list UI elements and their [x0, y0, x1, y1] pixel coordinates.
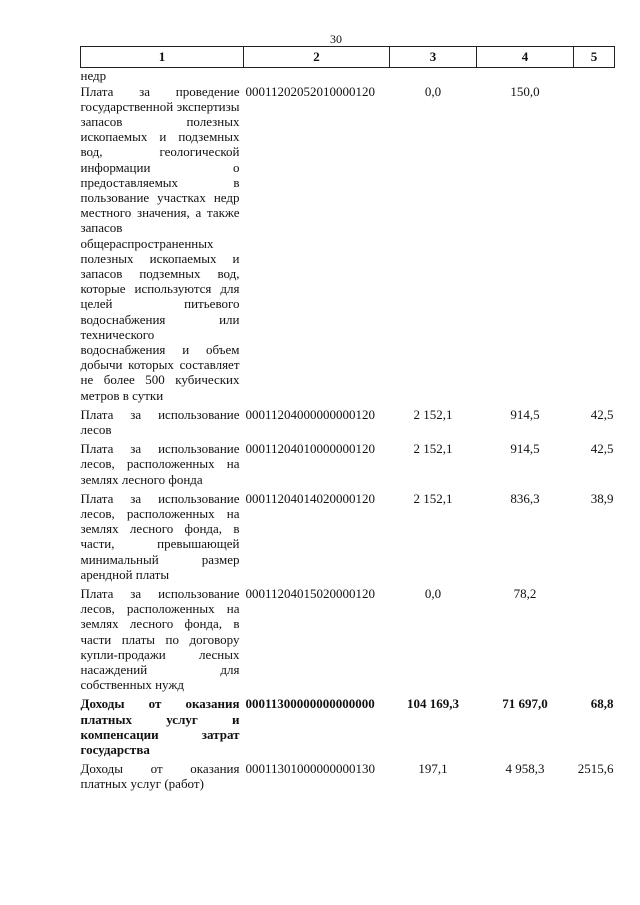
row-value-4: 836,3 — [510, 490, 540, 506]
column-header-4: 4 — [477, 47, 574, 68]
row-value-3: 197,1 — [418, 761, 448, 777]
table-row — [81, 441, 615, 491]
row-code: 00011204014020000120 — [245, 490, 376, 506]
row-value-4: 150,0 — [510, 83, 540, 99]
table-row — [81, 761, 615, 795]
row-value-5: 42,5 — [590, 441, 614, 457]
row-name: Плата за использование лесов, расположенных на землях лесного фонда, в части платы по договору купли-продажи лесных насаждений для собственных нужд — [80, 586, 240, 693]
table-row — [81, 84, 615, 407]
table-header-row — [81, 47, 615, 68]
column-header-3: 3 — [390, 47, 477, 68]
row-value-3: 2 152,1 — [413, 441, 453, 457]
continuation-text: недр — [80, 68, 107, 83]
row-value-4: 914,5 — [510, 406, 540, 422]
row-name: Доходы от оказания платных услуг (работ) — [80, 761, 240, 792]
row-value-5: 42,5 — [590, 406, 614, 422]
row-value-5: 38,9 — [590, 490, 614, 506]
row-name: Доходы от оказания платных услуг и компенсации затрат государства — [80, 696, 240, 758]
row-value-4: 914,5 — [510, 441, 540, 457]
column-header-1: 1 — [81, 47, 244, 68]
table-row — [81, 586, 615, 696]
row-value-4: 71 697,0 — [502, 696, 548, 712]
table-row — [81, 407, 615, 441]
row-code: 00011204015020000120 — [245, 586, 376, 601]
table-row — [81, 491, 615, 586]
row-value-5 — [574, 586, 615, 696]
row-value-5 — [574, 84, 615, 407]
table-row-continuation — [81, 68, 615, 84]
row-code: 00011301000000000130 — [245, 761, 376, 777]
row-name: Плата за использование лесов, расположенных на землях лесного фонда, в части, превышающей минимальный размер арендной платы — [80, 490, 240, 582]
row-code: 00011202052010000120 — [245, 83, 376, 99]
revenue-table — [80, 46, 615, 796]
row-value-3: 0,0 — [424, 586, 442, 601]
row-value-3: 0,0 — [424, 83, 442, 99]
table-row-total — [81, 696, 615, 761]
row-value-5: 68,8 — [590, 696, 614, 712]
row-value-4: 4 958,3 — [505, 761, 545, 777]
row-name: Плата за проведение государственной экспертизы запасов полезных ископаемых и подземных вод, геологической информации о предоставляемых в пользование участках недр местного значения, а также запасов общераспространенных полезных ископаемых и запасов подземных вод, которые используются для целей питьевого водоснабжения или технического водоснабжения и объем добычи которых составляет не более 500 кубических метров в сутки — [80, 83, 240, 403]
column-header-5: 5 — [574, 47, 615, 68]
row-value-3: 2 152,1 — [413, 490, 453, 506]
row-value-3: 104 169,3 — [407, 696, 459, 712]
row-code: 00011204010000000120 — [245, 441, 376, 457]
column-header-2: 2 — [244, 47, 390, 68]
row-name: Плата за использование лесов — [80, 406, 240, 437]
row-code: 00011204000000000120 — [245, 406, 376, 422]
row-value-4: 78,2 — [513, 586, 537, 601]
page-number: 30 — [330, 32, 342, 46]
row-code: 00011300000000000000 — [245, 696, 375, 712]
row-name: Плата за использование лесов, расположенных на землях лесного фонда — [80, 441, 240, 487]
row-value-3: 2 152,1 — [413, 406, 453, 422]
row-value-5: 2515,6 — [577, 761, 614, 777]
